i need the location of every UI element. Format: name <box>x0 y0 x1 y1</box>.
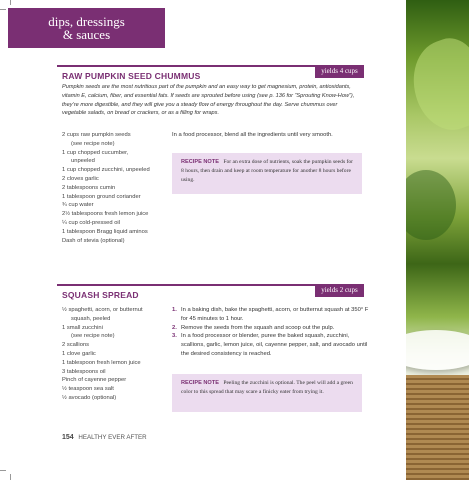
food-photo <box>406 0 469 480</box>
ingredient-item: unpeeled <box>71 158 95 165</box>
recipe-step <box>172 306 372 324</box>
ingredient-item: Dash of stevia (optional) <box>62 237 125 244</box>
ingredient-item: 2 tablespoons cumin <box>62 184 116 191</box>
yields-badge: yields 2 cups <box>315 284 364 297</box>
step-number: 2. <box>172 324 177 331</box>
step-text: In a food processor or blender, puree the baked squash, zucchini, scallions, garlic, lemon juice, oil, cayenne pepper, salt, and avocado until the desired consistency is reached. <box>181 333 368 357</box>
ingredient-item: 1 clove garlic <box>62 350 96 357</box>
leaf-shape <box>406 170 456 240</box>
page-number: 154 <box>62 434 74 441</box>
bowl-shape <box>406 330 469 370</box>
ingredient-list <box>62 131 168 245</box>
ingredient-item: 2 scallions <box>62 342 90 349</box>
recipe-intro: Pumpkin seeds are the most nutritious part of the pumpkin and an easy way to get magnesium, protein, antioxidants, vitamin E, calcium, fiber, and essential fats. If seeds are sprouted before using (see p. 136 for “Sprouting Know-How”), they’re more digestible, and they will give you a steady flow of energy throughout the day. Serve chummus over vegetable salads, on bread or crackers, or as a filling for wraps. <box>62 84 355 117</box>
ingredient-item: 1 tablespoon Bragg liquid aminos <box>62 228 148 235</box>
ingredient-item: ½ spaghetti, acorn, or butternut <box>62 307 143 313</box>
recipe-note-label: RECIPE NOTE <box>181 159 219 165</box>
recipe-note-text: Peeling the zucchini is optional. The peel will add a green color to this spread that may scare a finicky eater from trying it. <box>181 380 353 395</box>
ingredient-item: ½ teaspoon sea salt <box>62 386 114 393</box>
step-number: 1. <box>172 307 177 313</box>
recipe-note <box>172 153 362 194</box>
step-text: In a baking dish, bake the spaghetti, acorn, or butternut squash at 350° F for 45 minutes to 1 hour. <box>181 307 369 322</box>
ingredient-item: 1 tablespoon ground coriander <box>62 193 141 200</box>
trim-mark <box>0 470 6 471</box>
ingredient-item: 2½ tablespoons fresh lemon juice <box>62 211 149 218</box>
trim-mark <box>10 474 11 480</box>
ingredient-item: 1 tablespoon fresh lemon juice <box>62 359 141 366</box>
recipe-title: RAW PUMPKIN SEED CHUMMUS <box>62 71 201 81</box>
trim-mark <box>10 0 11 5</box>
ingredient-item: ½ avocado (optional) <box>62 394 117 401</box>
ingredient-item: ¾ cup water <box>62 202 94 209</box>
recipe-step <box>172 324 372 333</box>
bamboo-mat <box>406 375 469 480</box>
book-title: HEALTHY EVER AFTER <box>78 434 147 441</box>
recipe-note-label: RECIPE NOTE <box>181 380 219 386</box>
recipe-title: SQUASH SPREAD <box>62 290 139 300</box>
ingredient-item: (see recipe note) <box>71 140 115 147</box>
ingredient-item: 3 tablespoons oil <box>62 368 106 375</box>
ingredient-item: 2 cups raw pumpkin seeds <box>62 132 131 138</box>
leaf-shape <box>406 31 469 140</box>
ingredient-item: (see recipe note) <box>71 333 115 340</box>
step-number: 3. <box>172 333 177 340</box>
ingredient-item: 1 cup chopped zucchini, unpeeled <box>62 167 150 174</box>
page-footer <box>62 434 147 441</box>
trim-mark <box>0 9 6 10</box>
step-text: Remove the seeds from the squash and scoop out the pulp. <box>181 324 335 331</box>
ingredient-list <box>62 306 168 403</box>
ingredient-item: 1 small zucchini <box>62 324 103 331</box>
section-title-line-2: & sauces <box>62 27 111 42</box>
yields-badge: yields 4 cups <box>315 65 364 78</box>
recipe-step <box>172 332 372 358</box>
recipe-instruction: In a food processor, blend all the ingredients until very smooth. <box>172 132 333 138</box>
ingredient-item: squash, peeled <box>71 315 111 322</box>
recipe-note <box>172 374 362 412</box>
recipe-steps <box>172 306 372 359</box>
ingredient-item: ¼ cup cold-pressed oil <box>62 219 120 226</box>
ingredient-item: Pinch of cayenne pepper <box>62 377 127 384</box>
recipe-note-text: For an extra dose of nutrients, soak the pumpkin seeds for 8 hours, then drain and keep at room temperature for another 8 hours before using. <box>181 159 354 183</box>
section-title <box>8 8 165 48</box>
section-title-line-1: dips, dressings <box>48 14 125 29</box>
ingredient-item: 1 cup chopped cucumber, <box>62 149 129 156</box>
ingredient-item: 2 cloves garlic <box>62 175 99 182</box>
